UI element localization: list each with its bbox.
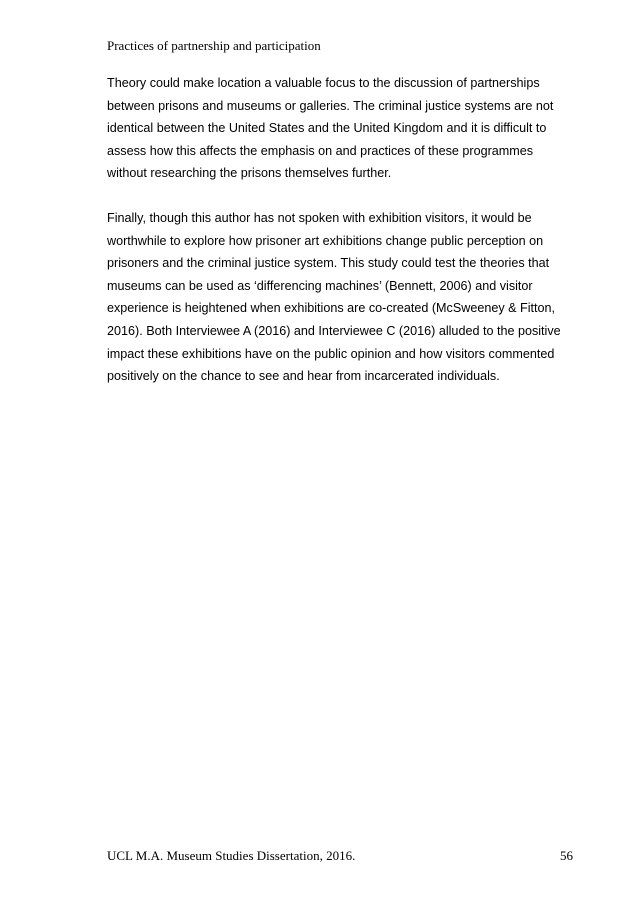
text-line: positively on the chance to see and hear from incarcerated individuals. xyxy=(107,369,500,384)
text-line: worthwhile to explore how prisoner art exhibitions change public perception on xyxy=(107,233,544,248)
text-line: between prisons and museums or galleries. The criminal justice systems are not xyxy=(107,98,554,113)
page-number: 56 xyxy=(560,848,573,863)
text-line: without researching the prisons themselves further. xyxy=(107,166,392,181)
text-line: museums can be used as ‘differencing machines’ (Bennett, 2006) and visitor xyxy=(107,278,533,293)
running-footer xyxy=(107,848,573,864)
text-line: 2016). Both Interviewee A (2016) and Interviewee C (2016) alluded to the positive xyxy=(107,323,561,338)
text-line: assess how this affects the emphasis on and practices of these programmes xyxy=(107,143,534,158)
footer-citation: UCL M.A. Museum Studies Dissertation, 2016. xyxy=(107,848,356,863)
text-line: Finally, though this author has not spoken with exhibition visitors, it would be xyxy=(107,210,532,225)
text-line: identical between the United States and the United Kingdom and it is difficult to xyxy=(107,121,547,136)
paragraph-2 xyxy=(107,207,561,388)
text-line: impact these exhibitions have on the public opinion and how visitors commented xyxy=(107,346,555,361)
text-line: Theory could make location a valuable focus to the discussion of partnerships xyxy=(107,76,540,90)
text-line: experience is heightened when exhibitions are co-created (McSweeney & Fitton, xyxy=(107,301,556,316)
running-header: Practices of partnership and participation xyxy=(107,38,321,53)
paragraph-1 xyxy=(107,72,554,185)
body-text xyxy=(107,72,561,410)
text-line: prisoners and the criminal justice system. This study could test the theories that xyxy=(107,256,550,271)
